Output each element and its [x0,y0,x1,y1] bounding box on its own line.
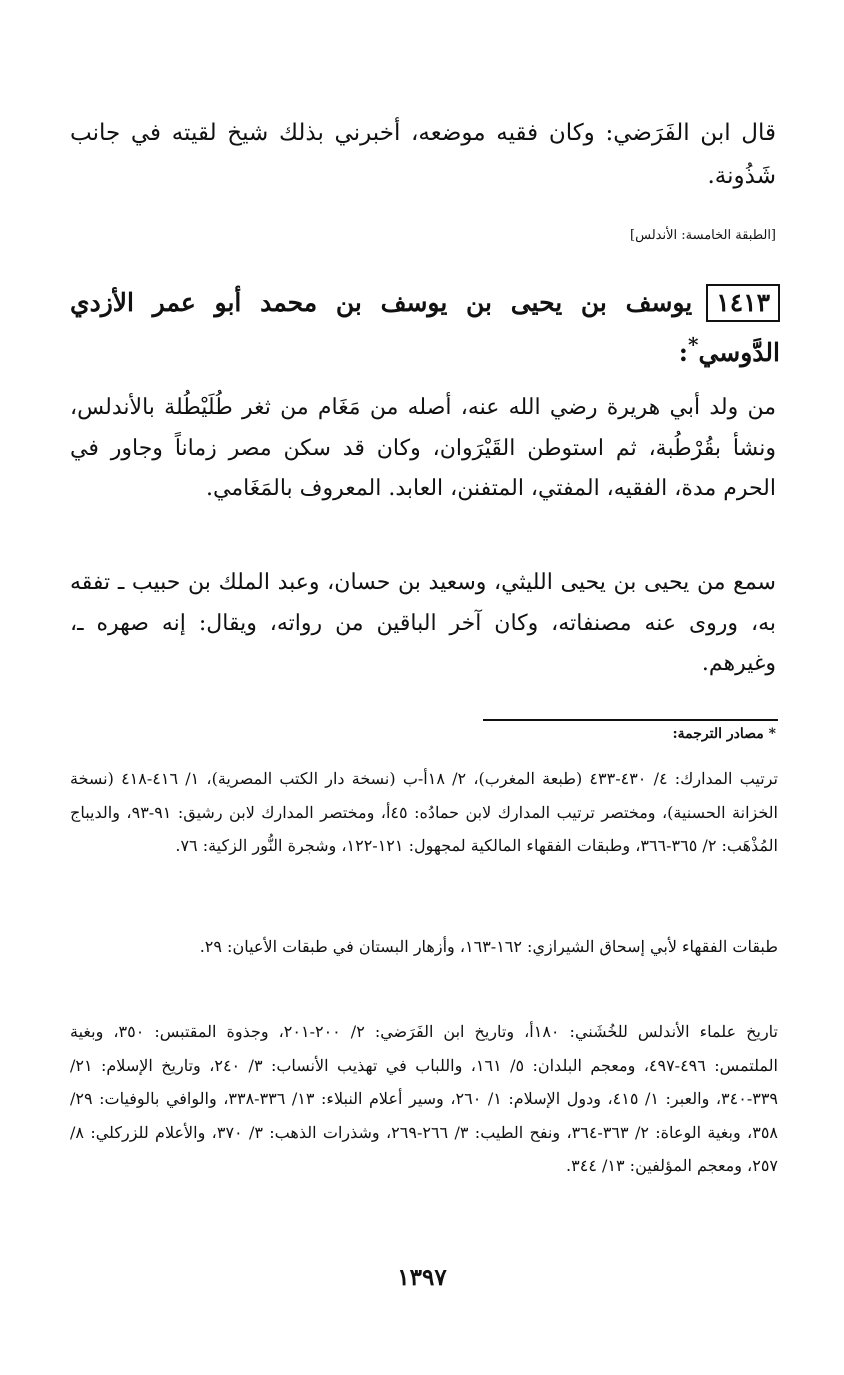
source-paragraph-3: تاريخ علماء الأندلس للخُشَني: ١٨٠أ، وتاريخ ابن الفَرَضي: ٢/ ٢٠٠-٢٠١، وجذوة المقتبس: ٣٥٠، وبغية الملتمس: ٤٩٦-٤٩٧، ومعجم البلدان: ٥/ ١٦١، واللباب في تهذيب الأنساب: ٣/ ٢٤٠، وتاريخ الإسلام: ٢١/ ٣٣٩-٣٤٠، والعبر: ١/ ٤١٥، ودول الإسلام: ١/ ٢٦٠، وسير أعلام النبلاء: ١٣/ ٣٣٦-٣٣٨، والوافي بالوفيات: ٢٩/ ٣٥٨، وبغية الوعاة: ٢/ ٣٦٣-٣٦٤، ونفح الطيب: ٣/ ٢٦٦-٢٦٩، وشذرات الذهب: ٣/ ٣٧٠، والأعلام للزركلي: ٨/ ٢٥٧، ومعجم المؤلفين: ١٣/ ٣٤٤. [70,1022,779,1176]
sources-heading: * مصادر الترجمة: [672,726,776,742]
entry-number: ١٤١٣ [706,284,780,322]
footnote-divider [483,719,778,721]
footnote-asterisk: * [687,332,699,357]
entry-colon: : [678,338,688,367]
body-paragraph-origin: من ولد أبي هريرة رضي الله عنه، أصله من مَغَام من ثغر طُلَيْطُلة بالأندلس، ونشأ بقُرْطُبة، ثم استوطن القَيْرَوان، وكان قد سكن مصر زماناً وجاور في الحرم مدة، الفقيه، المفتي، المتفنن، العابد. المعروف بالمَغَامي. [70,395,776,502]
intro-paragraph: قال ابن الفَرَضي: وكان فقيه موضعه، أخبرني بذلك شيخ لقيته في جانب شَذُونة. [70,120,776,189]
body-paragraph-teachers: سمع من يحيى بن يحيى الليثي، وسعيد بن حسان، وعبد الملك بن حبيب ـ تفقه به، وروى عنه مصنفاته، وكان آخر الباقين من رواته، ويقال: إنه صهره ـ، وغيرهم. [70,570,776,677]
section-tag: [الطبقة الخامسة: الأندلس] [630,228,776,243]
source-paragraph-2: طبقات الفقهاء لأبي إسحاق الشيرازي: ١٦٢-١٦٣، وأزهار البستان في طبقات الأعيان: ٢٩. [199,937,778,956]
page-number: ١٣٩٧ [397,1264,447,1291]
entry-heading [70,278,780,378]
entry-title: يوسف بن يحيى بن يوسف بن محمد أبو عمر الأزدي الدَّوسي [70,288,780,367]
source-paragraph-1: ترتيب المدارك: ٤/ ٤٣٠-٤٣٣ (طبعة المغرب)، ٢/ ١٨أ-ب (نسخة دار الكتب المصرية)، ١/ ٤١٦-٤١٨ (نسخة الخزانة الحسنية)، ومختصر ترتيب المدارك لابن حمادُه: ٤٥أ، ومختصر المدارك لابن رشيق: ٩١-٩٣، والديباج المُذْهَب: ٢/ ٣٦٥-٣٦٦، وطبقات الفقهاء المالكية لمجهول: ١٢١-١٢٢، وشجرة النُّور الزكية: ٧٦. [70,769,779,856]
